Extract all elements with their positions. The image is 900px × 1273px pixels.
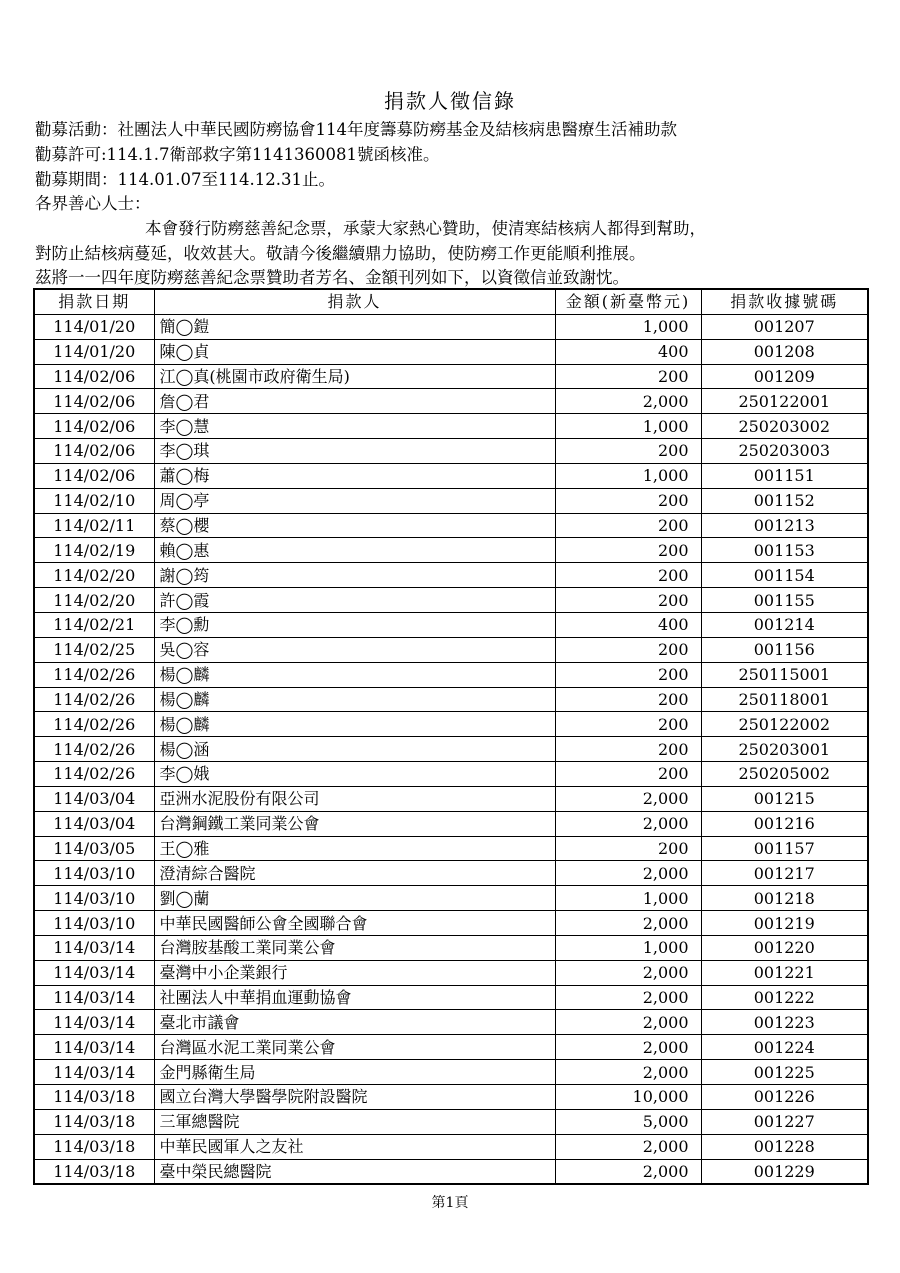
cell-donor: 楊◯麟: [154, 712, 555, 737]
cell-donor: 金門縣衛生局: [154, 1060, 555, 1085]
cell-donor: 吳◯容: [154, 637, 555, 662]
table-row: [34, 439, 868, 464]
cell-amount: 200: [555, 513, 701, 538]
cell-date: 114/02/26: [34, 737, 154, 762]
cell-date: 114/03/10: [34, 911, 154, 936]
table-row: [34, 662, 868, 687]
cell-amount: 2,000: [555, 985, 701, 1010]
cell-receipt: 001215: [701, 786, 868, 811]
cell-date: 114/02/26: [34, 712, 154, 737]
cell-receipt: 001227: [701, 1109, 868, 1134]
cell-donor: 謝◯筠: [154, 563, 555, 588]
cell-date: 114/01/20: [34, 339, 154, 364]
cell-amount: 2,000: [555, 1159, 701, 1184]
campaign-period-line: 勸募期間：114.01.07至114.12.31止。: [35, 170, 335, 189]
cell-donor: 台灣鋼鐵工業同業公會: [154, 811, 555, 836]
cell-donor: 臺灣中小企業銀行: [154, 960, 555, 985]
cell-receipt: 001228: [701, 1134, 868, 1159]
cell-receipt: 250118001: [701, 687, 868, 712]
cell-date: 114/03/04: [34, 786, 154, 811]
cell-date: 114/03/14: [34, 1060, 154, 1085]
donor-table: [33, 288, 869, 1185]
cell-receipt: 001229: [701, 1159, 868, 1184]
cell-donor: 楊◯麟: [154, 662, 555, 687]
intro-line-1: 本會發行防癆慈善紀念票，承蒙大家熱心贊助，使清寒結核病人都得到幫助，: [145, 219, 706, 238]
table-row: [34, 1085, 868, 1110]
cell-amount: 2,000: [555, 811, 701, 836]
table-row: [34, 1134, 868, 1159]
cell-amount: 2,000: [555, 960, 701, 985]
table-row: [34, 488, 868, 513]
cell-date: 114/02/11: [34, 513, 154, 538]
cell-donor: 李◯勳: [154, 612, 555, 637]
table-row: [34, 836, 868, 861]
cell-receipt: 250115001: [701, 662, 868, 687]
cell-donor: 李◯琪: [154, 439, 555, 464]
cell-date: 114/03/10: [34, 886, 154, 911]
cell-receipt: 001223: [701, 1010, 868, 1035]
cell-receipt: 001157: [701, 836, 868, 861]
cell-donor: 江◯真(桃園市政府衛生局): [154, 364, 555, 389]
cell-date: 114/02/06: [34, 364, 154, 389]
cell-amount: 2,000: [555, 911, 701, 936]
table-row: [34, 588, 868, 613]
table-row: [34, 563, 868, 588]
cell-amount: 1,000: [555, 886, 701, 911]
cell-amount: 400: [555, 339, 701, 364]
cell-donor: 王◯雅: [154, 836, 555, 861]
cell-date: 114/03/18: [34, 1109, 154, 1134]
cell-amount: 200: [555, 712, 701, 737]
cell-date: 114/02/06: [34, 414, 154, 439]
cell-date: 114/03/14: [34, 960, 154, 985]
cell-donor: 臺北市議會: [154, 1010, 555, 1035]
cell-amount: 10,000: [555, 1085, 701, 1110]
cell-receipt: 001218: [701, 886, 868, 911]
intro-line-3: 茲將一一四年度防癆慈善紀念票贊助者芳名、金額刊列如下，以資徵信並致謝忱。: [35, 268, 629, 287]
table-row: [34, 911, 868, 936]
cell-donor: 楊◯麟: [154, 687, 555, 712]
cell-receipt: 001155: [701, 588, 868, 613]
cell-amount: 2,000: [555, 1035, 701, 1060]
cell-donor: 簡◯鎧: [154, 314, 555, 339]
cell-receipt: 001225: [701, 1060, 868, 1085]
header-donation-date: 捐款日期: [34, 289, 154, 314]
table-row: [34, 985, 868, 1010]
cell-receipt: 250203003: [701, 439, 868, 464]
cell-receipt: 250205002: [701, 762, 868, 787]
cell-amount: 2,000: [555, 786, 701, 811]
cell-receipt: 001214: [701, 612, 868, 637]
cell-receipt: 250203002: [701, 414, 868, 439]
cell-date: 114/02/06: [34, 389, 154, 414]
table-row: [34, 637, 868, 662]
cell-amount: 200: [555, 687, 701, 712]
table-row: [34, 339, 868, 364]
cell-amount: 2,000: [555, 1060, 701, 1085]
cell-receipt: 001156: [701, 637, 868, 662]
cell-receipt: 001152: [701, 488, 868, 513]
cell-amount: 200: [555, 836, 701, 861]
cell-date: 114/03/14: [34, 1010, 154, 1035]
table-row: [34, 513, 868, 538]
cell-amount: 2,000: [555, 861, 701, 886]
cell-donor: 社團法人中華捐血運動協會: [154, 985, 555, 1010]
cell-donor: 亞洲水泥股份有限公司: [154, 786, 555, 811]
cell-date: 114/02/19: [34, 538, 154, 563]
table-row: [34, 886, 868, 911]
table-row: [34, 811, 868, 836]
cell-amount: 1,000: [555, 935, 701, 960]
table-row: [34, 762, 868, 787]
cell-date: 114/03/05: [34, 836, 154, 861]
table-row: [34, 1060, 868, 1085]
table-row: [34, 314, 868, 339]
cell-donor: 臺中榮民總醫院: [154, 1159, 555, 1184]
cell-donor: 劉◯蘭: [154, 886, 555, 911]
cell-donor: 李◯慧: [154, 414, 555, 439]
cell-amount: 200: [555, 488, 701, 513]
cell-date: 114/03/18: [34, 1159, 154, 1184]
cell-amount: 1,000: [555, 314, 701, 339]
cell-date: 114/03/10: [34, 861, 154, 886]
cell-donor: 詹◯君: [154, 389, 555, 414]
cell-donor: 李◯娥: [154, 762, 555, 787]
cell-receipt: 001226: [701, 1085, 868, 1110]
cell-amount: 2,000: [555, 1134, 701, 1159]
cell-receipt: 001217: [701, 861, 868, 886]
cell-date: 114/03/14: [34, 935, 154, 960]
cell-receipt: 001207: [701, 314, 868, 339]
table-row: [34, 935, 868, 960]
cell-date: 114/02/06: [34, 463, 154, 488]
table-header-row: [34, 289, 868, 314]
table-body: [34, 314, 868, 1184]
cell-amount: 200: [555, 662, 701, 687]
cell-date: 114/03/18: [34, 1085, 154, 1110]
cell-amount: 200: [555, 762, 701, 787]
header-receipt-number: 捐款收據號碼: [701, 289, 868, 314]
cell-receipt: 001213: [701, 513, 868, 538]
table-row: [34, 1159, 868, 1184]
cell-amount: 200: [555, 563, 701, 588]
cell-amount: 200: [555, 588, 701, 613]
cell-receipt: 001151: [701, 463, 868, 488]
cell-donor: 台灣區水泥工業同業公會: [154, 1035, 555, 1060]
cell-amount: 200: [555, 538, 701, 563]
cell-receipt: 250122002: [701, 712, 868, 737]
campaign-permit-line: 勸募許可:114.1.7衛部救字第1141360081號函核准。: [35, 145, 440, 164]
cell-receipt: 001216: [701, 811, 868, 836]
intro-line-2: 對防止結核病蔓延，收效甚大。敬請今後繼續鼎力協助，使防癆工作更能順利推展。: [35, 244, 646, 263]
campaign-activity-line: 勸募活動：社團法人中華民國防癆協會114年度籌募防癆基金及結核病患醫療生活補助款: [35, 120, 677, 139]
table-row: [34, 364, 868, 389]
cell-donor: 楊◯涵: [154, 737, 555, 762]
cell-date: 114/03/14: [34, 985, 154, 1010]
cell-donor: 蕭◯梅: [154, 463, 555, 488]
cell-donor: 賴◯惠: [154, 538, 555, 563]
cell-amount: 5,000: [555, 1109, 701, 1134]
cell-amount: 200: [555, 439, 701, 464]
cell-date: 114/02/26: [34, 687, 154, 712]
cell-date: 114/02/10: [34, 488, 154, 513]
cell-receipt: 250122001: [701, 389, 868, 414]
cell-donor: 陳◯貞: [154, 339, 555, 364]
cell-donor: 許◯霞: [154, 588, 555, 613]
cell-date: 114/03/04: [34, 811, 154, 836]
cell-receipt: 001209: [701, 364, 868, 389]
table-row: [34, 612, 868, 637]
cell-receipt: 250203001: [701, 737, 868, 762]
cell-donor: 三軍總醫院: [154, 1109, 555, 1134]
cell-amount: 1,000: [555, 414, 701, 439]
cell-receipt: 001222: [701, 985, 868, 1010]
cell-date: 114/02/25: [34, 637, 154, 662]
table-row: [34, 463, 868, 488]
cell-amount: 200: [555, 364, 701, 389]
table-row: [34, 414, 868, 439]
table-row: [34, 960, 868, 985]
cell-date: 114/01/20: [34, 314, 154, 339]
header-amount: 金額(新臺幣元): [555, 289, 701, 314]
cell-date: 114/02/21: [34, 612, 154, 637]
page-number: 第1頁: [431, 1195, 469, 1211]
table-row: [34, 712, 868, 737]
cell-receipt: 001221: [701, 960, 868, 985]
cell-date: 114/02/20: [34, 563, 154, 588]
table-row: [34, 737, 868, 762]
cell-date: 114/02/26: [34, 762, 154, 787]
cell-receipt: 001153: [701, 538, 868, 563]
cell-receipt: 001208: [701, 339, 868, 364]
cell-donor: 中華民國醫師公會全國聯合會: [154, 911, 555, 936]
header-donor: 捐款人: [154, 289, 555, 314]
table-row: [34, 389, 868, 414]
cell-receipt: 001154: [701, 563, 868, 588]
cell-date: 114/03/18: [34, 1134, 154, 1159]
cell-donor: 澄清綜合醫院: [154, 861, 555, 886]
cell-amount: 200: [555, 637, 701, 662]
cell-amount: 2,000: [555, 389, 701, 414]
cell-donor: 蔡◯櫻: [154, 513, 555, 538]
cell-receipt: 001220: [701, 935, 868, 960]
cell-date: 114/02/26: [34, 662, 154, 687]
cell-donor: 中華民國軍人之友社: [154, 1134, 555, 1159]
cell-amount: 1,000: [555, 463, 701, 488]
table-row: [34, 861, 868, 886]
table-row: [34, 1035, 868, 1060]
document-title: 捐款人徵信錄: [384, 89, 516, 113]
table-row: [34, 1010, 868, 1035]
table-row: [34, 538, 868, 563]
salutation-line: 各界善心人士：: [35, 194, 151, 213]
cell-date: 114/03/14: [34, 1035, 154, 1060]
cell-receipt: 001224: [701, 1035, 868, 1060]
cell-amount: 200: [555, 737, 701, 762]
cell-donor: 國立台灣大學醫學院附設醫院: [154, 1085, 555, 1110]
cell-date: 114/02/20: [34, 588, 154, 613]
table-row: [34, 687, 868, 712]
cell-donor: 台灣胺基酸工業同業公會: [154, 935, 555, 960]
cell-date: 114/02/06: [34, 439, 154, 464]
table-row: [34, 1109, 868, 1134]
cell-amount: 400: [555, 612, 701, 637]
cell-amount: 2,000: [555, 1010, 701, 1035]
cell-donor: 周◯亭: [154, 488, 555, 513]
cell-receipt: 001219: [701, 911, 868, 936]
table-row: [34, 786, 868, 811]
